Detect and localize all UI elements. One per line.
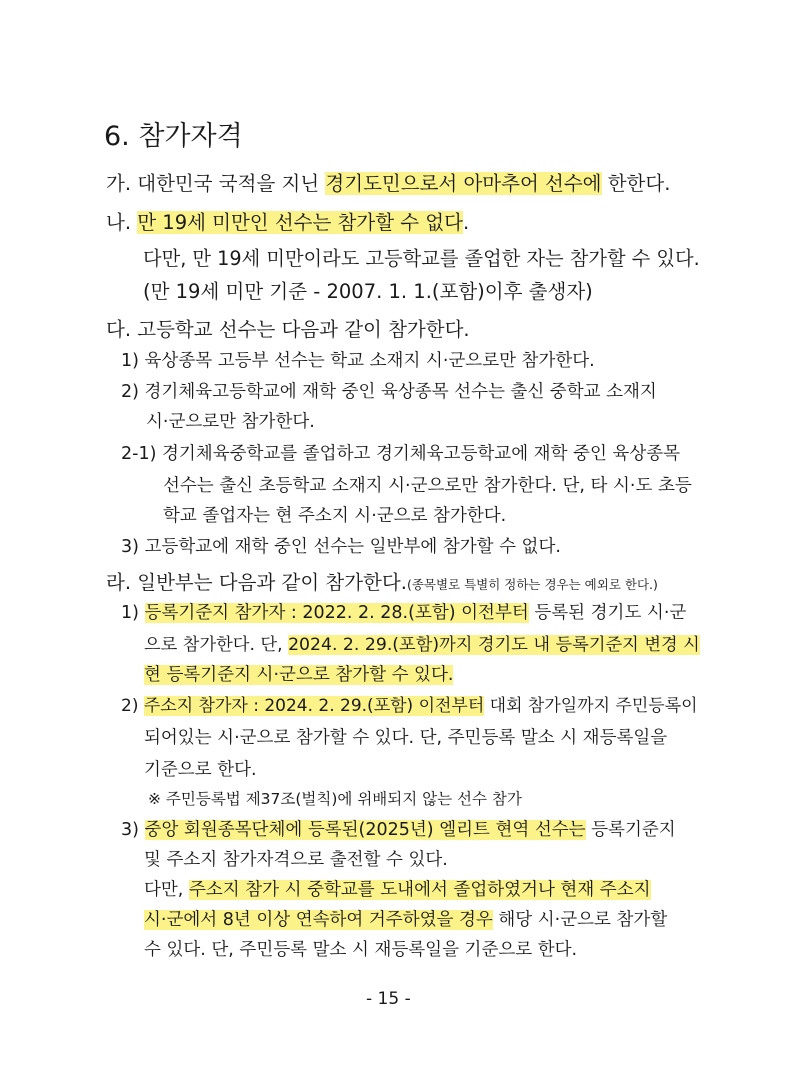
clause-number: 라. [106,571,132,594]
list-item: 1) 등록기준지 참가자 : 2022. 2. 28.(포함) 이전부터 등록된 경기도 시·군 [121,603,687,623]
item-number: 1) [121,603,139,623]
highlighted-text: 주소지 참가자 : 2024. 2. 29.(포함) 이전부터 [143,696,485,716]
list-item: 2-1) 경기체육중학교를 졸업하고 경기체육고등학교에 재학 중인 육상종목 [121,444,681,464]
clause-da [106,320,470,340]
section-title: 6. 참가자격 [104,121,243,152]
highlighted-text: 주소지 참가 시 중학교를 도내에서 졸업하였거나 현재 주소지 [188,880,651,900]
list-item-continuation: 및 주소지 참가자격으로 출전할 수 있다. [144,850,448,870]
list-item-continuation [144,667,453,685]
list-item-continuation: 수 있다. 단, 주민등록 말소 시 재등록일을 기준으로 한다. [144,940,578,960]
item-number: 2) [121,696,139,716]
clause-text: 한한다. [607,172,671,195]
clause-na: 나. 만 19세 미만인 선수는 참가할 수 없다. [106,211,470,234]
item-number: 3) [121,820,139,840]
list-item-continuation: 시·군에서 8년 이상 연속하여 거주하였을 경우 해당 시·군으로 참가할 [144,910,668,930]
list-item-continuation: 으로 참가한다. 단, 2024. 2. 29.(포함)까지 경기도 내 등록기준지 변경 시 [144,635,700,655]
list-item-continuation: 기준으로 한다. [144,760,257,780]
highlighted-text: 만 19세 미만인 선수는 참가할 수 없다 [137,211,463,234]
list-item-continuation: 되어있는 시·군으로 참가할 수 있다. 단, 주민등록 말소 시 재등록일을 [144,728,668,748]
clause-na-line: (만 19세 미만 기준 - 2007. 1. 1.(포함)이후 출생자) [143,280,593,303]
clause-number: 가. [106,172,132,195]
list-item: 2) 경기체육고등학교에 재학 중인 육상종목 선수는 출신 중학교 소재지 [121,382,657,402]
reference-note: ※ 주민등록법 제37조(벌칙)에 위배되지 않는 선수 참가 [148,790,522,808]
list-item: 1) 육상종목 고등부 선수는 학교 소재지 시·군으로만 참가한다. [121,351,595,371]
list-item: 2) 주소지 참가자 : 2024. 2. 29.(포함) 이전부터 대회 참가일까지 주민등록이 [121,696,698,716]
clause-ra [106,573,658,593]
list-item-continuation: 선수는 출신 초등학교 소재지 시·군으로만 참가한다. 단, 타 시·도 초등 [163,476,692,496]
clause-na-line: 다만, 만 19세 미만이라도 고등학교를 졸업한 자는 참가할 수 있다. [143,247,700,270]
highlighted-text: 2024. 2. 29.(포함)까지 경기도 내 등록기준지 변경 시 [288,635,700,655]
highlighted-text: 경기도민으로서 아마추어 선수에 [325,172,602,195]
list-item-continuation: 다만, 주소지 참가 시 중학교를 도내에서 졸업하였거나 현재 주소지 [144,880,651,900]
list-item: 3) 고등학교에 재학 중인 선수는 일반부에 참가할 수 없다. [121,537,561,557]
list-item: 3) 중앙 회원종목단체에 등록된(2025년) 엘리트 현역 선수는 등록기준지 [121,820,676,840]
clause-text: 고등학교 선수는 다음과 같이 참가한다. [137,318,470,341]
highlighted-text: 현 등록기준지 시·군으로 참가할 수 있다. [144,665,454,685]
list-item-continuation: 학교 졸업자는 현 주소지 시·군으로 참가한다. [163,506,507,526]
highlighted-text: 시·군에서 8년 이상 연속하여 거주하였을 경우 [144,910,493,930]
clause-number: 나. [106,211,132,234]
highlighted-text: 중앙 회원종목단체에 등록된(2025년) 엘리트 현역 선수는 [144,820,586,840]
page-number: - 15 - [366,989,411,1009]
clause-text: 일반부는 다음과 같이 참가한다. [137,571,407,594]
list-item-continuation: 시·군으로만 참가한다. [146,412,315,432]
clause-number: 다. [106,318,132,341]
clause-note: (종목별로 특별히 정하는 경우는 예외로 한다.) [406,577,658,592]
highlighted-text: 등록기준지 참가자 : 2022. 2. 28.(포함) 이전부터 [144,603,529,623]
clause-text: 대한민국 국적을 지닌 [137,172,320,195]
clause-ga [106,174,670,194]
